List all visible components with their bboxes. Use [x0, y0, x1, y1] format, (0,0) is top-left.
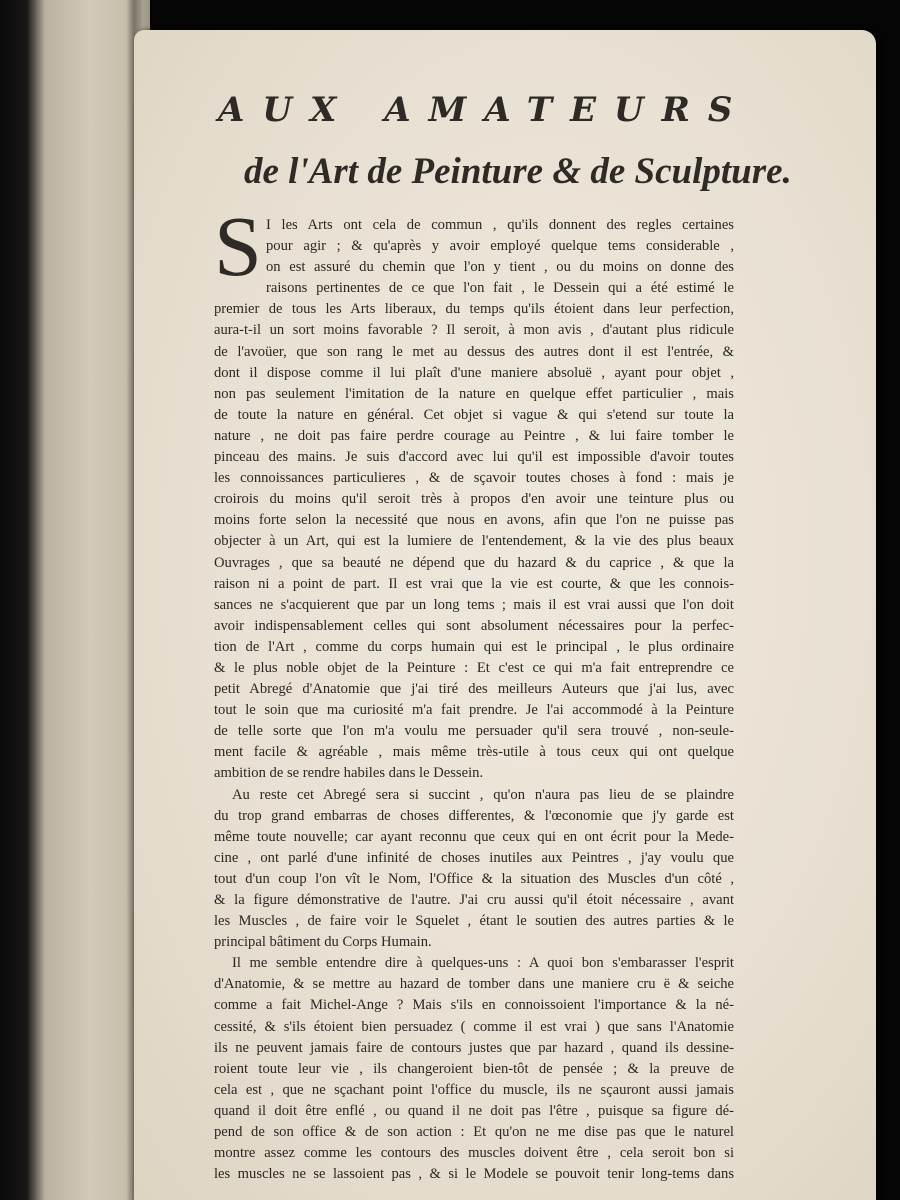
text-line: tout le soin que ma curiosité m'a fait prendre. Je l'ai accommodé à la Peinture	[214, 702, 734, 719]
text-line: cela est , que ne sçachant point l'office du muscle, ils ne sçauront aussi jamais	[214, 1081, 734, 1098]
text-line: cessité, & s'ils étoient bien persuadez ( comme il est vrai ) que sans l'Anatomie	[214, 1018, 734, 1035]
text-line: sances ne s'acquierent que par un long tems ; mais il est vrai aussi que l'on doit	[214, 596, 734, 613]
text-line: ment facile & agréable , mais même très-utile à tous ceux qui ont quelque	[214, 744, 734, 761]
text-line: cine , ont parlé d'une infinité de choses inutiles aux Peintres , j'ay voulu que	[214, 849, 734, 866]
text-line: de telle sorte que l'on m'a voulu me persuader qu'il sera trouvé , non-seule-	[214, 723, 734, 740]
text-line: quand il doit être enflé , ou quand il ne doit pas l'être , puisque sa figure dé-	[214, 1102, 734, 1119]
text-line: Il me semble entendre dire à quelques-uns : A quoi bon s'embarasser l'esprit	[232, 955, 734, 972]
page-heading: AUX AMATEURS	[218, 90, 751, 130]
text-line: les Muscles , de faire voir le Squelet , étant le soutien des autres parties & le	[214, 913, 734, 930]
text-line: tion de l'Art , comme du corps humain qui est le principal , le plus ordinaire	[214, 638, 734, 655]
text-line: dont il dispose comme il lui plaît d'une maniere absoluë , ayant pour objet ,	[214, 364, 734, 381]
text-line: tout d'un coup l'on vît le Nom, l'Office & la situation des Muscles d'un côté ,	[214, 870, 734, 887]
text-line: d'Anatomie, & se mettre au hazard de tomber dans une maniere cru ë & seiche	[214, 976, 734, 993]
text-line: & le plus noble objet de la Peinture : Et c'est ce qui m'a fait entreprendre ce	[214, 659, 734, 676]
text-line: nature , ne doit pas faire perdre courage au Peintre , & lui faire tomber le	[214, 427, 734, 444]
text-line: objecter à un Art, qui est la lumiere de l'entendement, & la vie des plus beaux	[214, 533, 734, 550]
text-line: comme a fait Michel-Ange ? Mais s'ils en connoissoient l'importance & la né-	[214, 997, 734, 1014]
text-line: aura-t-il un sort moins favorable ? Il seroit, à mon avis , d'autant plus ridicule	[214, 322, 734, 339]
text-line: pinceau des mains. Je suis d'accord avec lui qu'il est impossible d'avoir toutes	[214, 449, 734, 466]
text-line: petit Abregé d'Anatomie que j'ai tiré des meilleurs Auteurs que j'ai lus, avec	[214, 681, 734, 698]
body-text	[214, 215, 734, 1185]
text-line: du trop grand embarras de choses differentes, & l'œconomie que j'y garde est	[214, 807, 734, 824]
text-line: non pas seulement l'imitation de la nature en quelque effet particulier , mais	[214, 385, 734, 402]
text-line: même toute nouvelle; car ayant reconnu que ceux qui en ont écrit pour la Mede-	[214, 828, 734, 845]
text-line: ambition de se rendre habiles dans le Dessein.	[214, 765, 484, 782]
text-line: pour agir ; & qu'après y avoir employé quelque tems considerable ,	[266, 238, 734, 255]
page-subheading: de l'Art de Peinture & de Sculpture.	[244, 151, 792, 192]
text-line: de l'avoüer, que son rang le met au dessus des autres dont il est l'entrée, &	[214, 343, 734, 360]
text-line: les connoissances particulieres , & de sçavoir toutes choses à fond : mais je	[214, 470, 734, 487]
text-line: de toute la nature en général. Cet objet si vague & qui s'etend sur toute la	[214, 406, 734, 423]
text-line: croirois du moins qu'il seroit très à propos d'en avoir une teinture plus ou	[214, 491, 734, 508]
text-line: & la figure démonstrative de l'autre. J'ai cru aussi qu'il étoit nécessaire , avant	[214, 892, 734, 908]
text-line: ils ne peuvent jamais faire de contours justes que par hazard , quand ils dessine-	[214, 1039, 734, 1056]
text-line: principal bâtiment du Corps Humain.	[214, 934, 432, 951]
text-line: Ouvrages , que sa beauté ne dépend que du hazard & du caprice , & que la	[214, 554, 734, 571]
text-line: roient toute leur vie , ils changeroient bien-tôt de pensée ; & la preuve de	[214, 1060, 734, 1077]
text-line: les muscles ne se lassoient pas , & si le Modele se pouvoit tenir long-tems dans	[214, 1166, 734, 1183]
text-line: I les Arts ont cela de commun , qu'ils donnent des regles certaines	[266, 217, 734, 233]
text-line: Au reste cet Abregé sera si succint , qu'on n'aura pas lieu de se plaindre	[232, 786, 734, 803]
text-line: pend de son office & de son action : Et qu'on ne me dise pas que le naturel	[214, 1124, 734, 1141]
drop-cap: S	[214, 198, 262, 294]
text-line: montre assez comme les contours des muscles doivent être , cela seroit bon si	[214, 1145, 734, 1162]
text-line: moins forte selon la necessité que nous en avons, afin que l'on ne puisse pas	[214, 512, 734, 529]
text-line: avoir indispensablement celles qui sont absolument nécessaires pour la perfec-	[214, 617, 734, 634]
text-line: premier de tous les Arts liberaux, du temps qu'ils étoient dans leur perfection,	[214, 301, 734, 318]
text-line: raisons pertinentes de ce que l'on fait , le Dessein qui a été estimé le	[266, 280, 734, 297]
text-line: raison ni a point de part. Il est vrai que la vie est courte, & que les connois-	[214, 575, 734, 592]
text-line: on est assuré du chemin que l'on y tient , ou du moins on donne des	[266, 259, 734, 276]
